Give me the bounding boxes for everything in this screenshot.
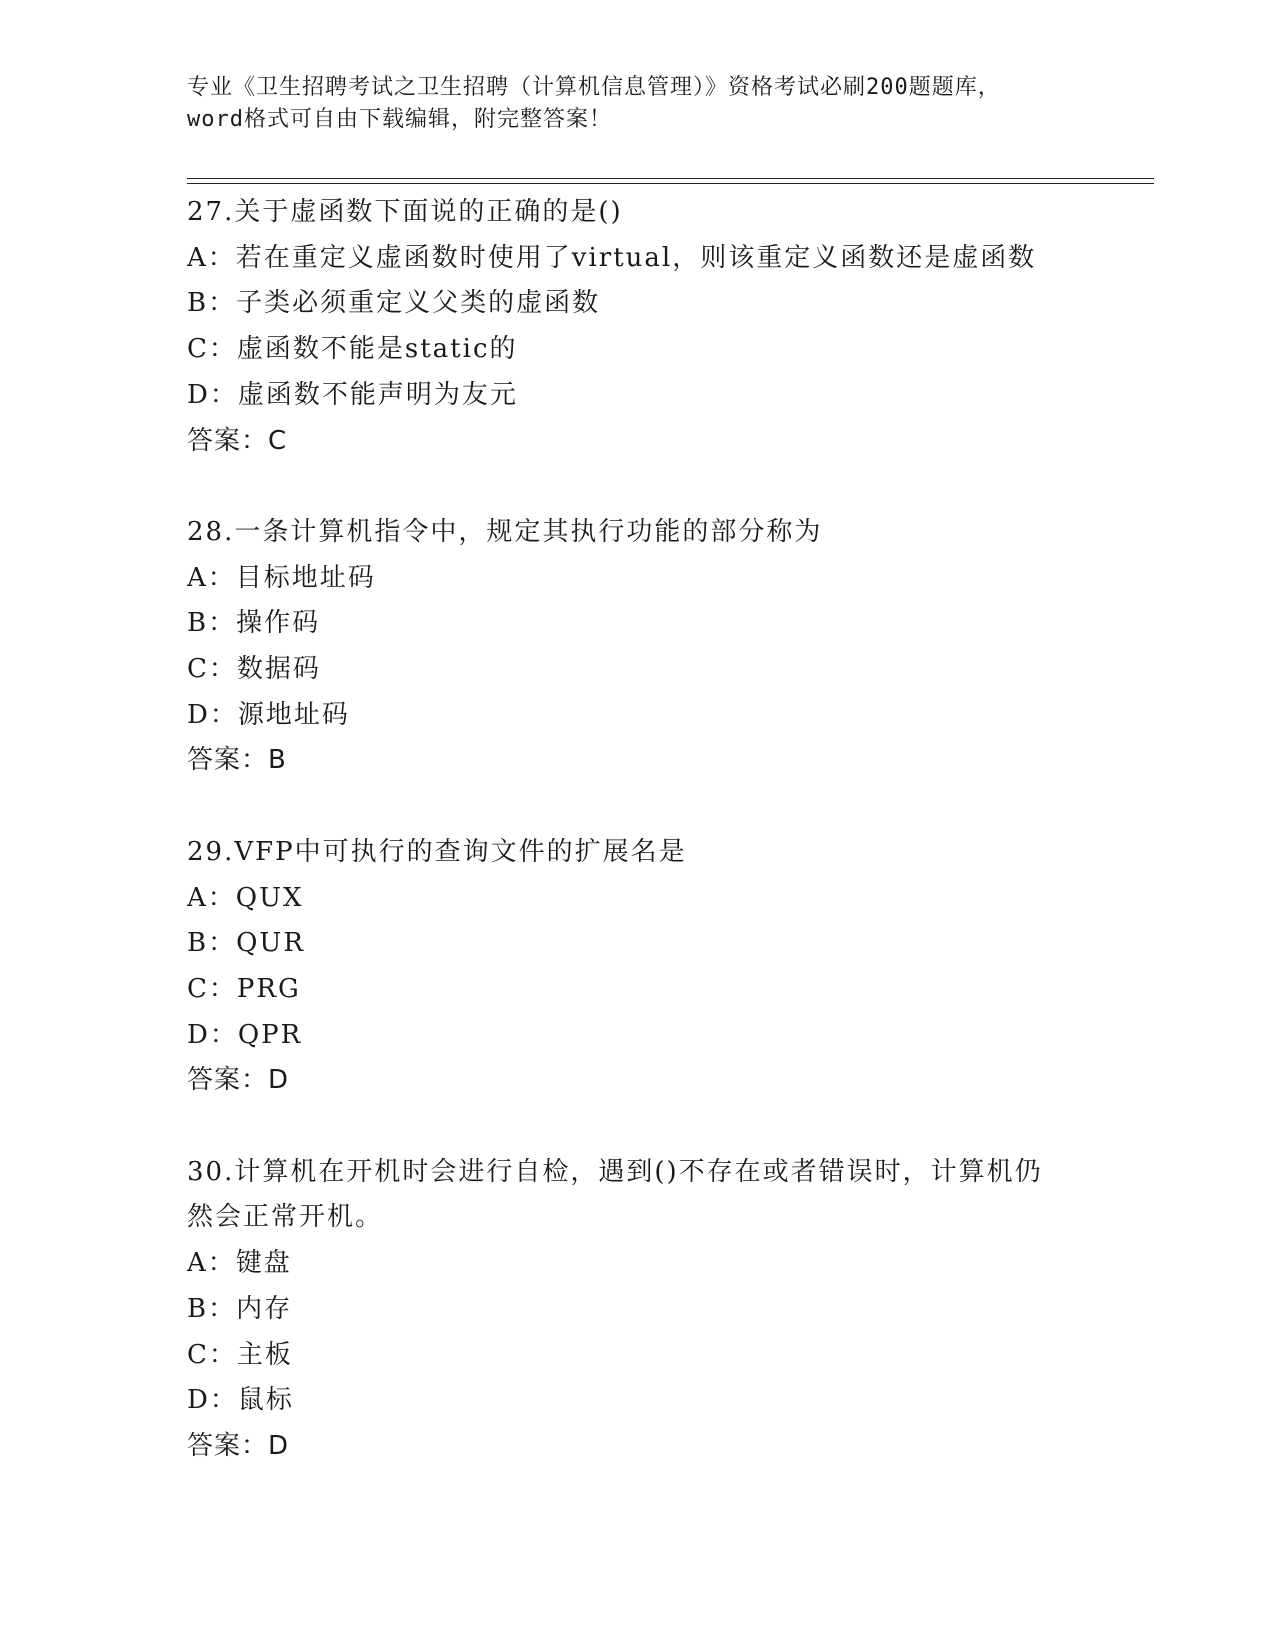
option-b: B：内存 — [187, 1293, 293, 1324]
answer-label: 答案：B — [187, 745, 287, 776]
option-a: A：键盘 — [187, 1248, 292, 1279]
option-b: B：操作码 — [187, 608, 321, 639]
question-28 — [187, 510, 1087, 784]
option-b: B：QUR — [187, 928, 305, 959]
option-b: B：子类必须重定义父类的虚函数 — [187, 288, 601, 319]
question-list — [187, 190, 1087, 1470]
question-stem-continued: 然会正常开机。 — [187, 1202, 384, 1233]
answer-label: 答案：D — [187, 1430, 290, 1461]
option-d: D：源地址码 — [187, 699, 350, 730]
option-c: C：PRG — [187, 973, 301, 1004]
spacer — [187, 784, 1087, 830]
question-stem: 28.一条计算机指令中，规定其执行功能的部分称为 — [187, 516, 823, 547]
document-header — [187, 72, 1087, 136]
spacer — [187, 464, 1087, 510]
question-29 — [187, 830, 1087, 1104]
question-stem: 29.VFP中可执行的查询文件的扩展名是 — [187, 836, 687, 867]
option-a: A：目标地址码 — [187, 562, 376, 593]
answer-label: 答案：C — [187, 425, 288, 456]
option-d: D：鼠标 — [187, 1385, 294, 1416]
option-a: A：若在重定义虚函数时使用了virtual，则该重定义函数还是虚函数 — [187, 242, 1037, 273]
question-stem: 30.计算机在开机时会进行自检，遇到()不存在或者错误时，计算机仍 — [187, 1156, 1043, 1187]
option-c: C：虚函数不能是static的 — [187, 334, 518, 365]
header-divider-bottom — [187, 183, 1154, 184]
header-divider-top — [187, 178, 1154, 179]
option-d: D：QPR — [187, 1019, 303, 1050]
option-c: C：主板 — [187, 1339, 293, 1370]
question-27 — [187, 190, 1087, 464]
option-a: A：QUX — [187, 882, 304, 913]
option-c: C：数据码 — [187, 654, 321, 685]
header-line-1: 专业《卫生招聘考试之卫生招聘（计算机信息管理）》资格考试必刷200题题库， — [187, 75, 1001, 100]
spacer — [187, 1104, 1087, 1150]
question-stem: 27.关于虚函数下面说的正确的是() — [187, 197, 623, 227]
answer-label: 答案：D — [187, 1065, 290, 1096]
question-30 — [187, 1150, 1087, 1470]
header-line-2: word格式可自由下载编辑，附完整答案！ — [187, 107, 612, 132]
option-d: D：虚函数不能声明为友元 — [187, 379, 518, 410]
